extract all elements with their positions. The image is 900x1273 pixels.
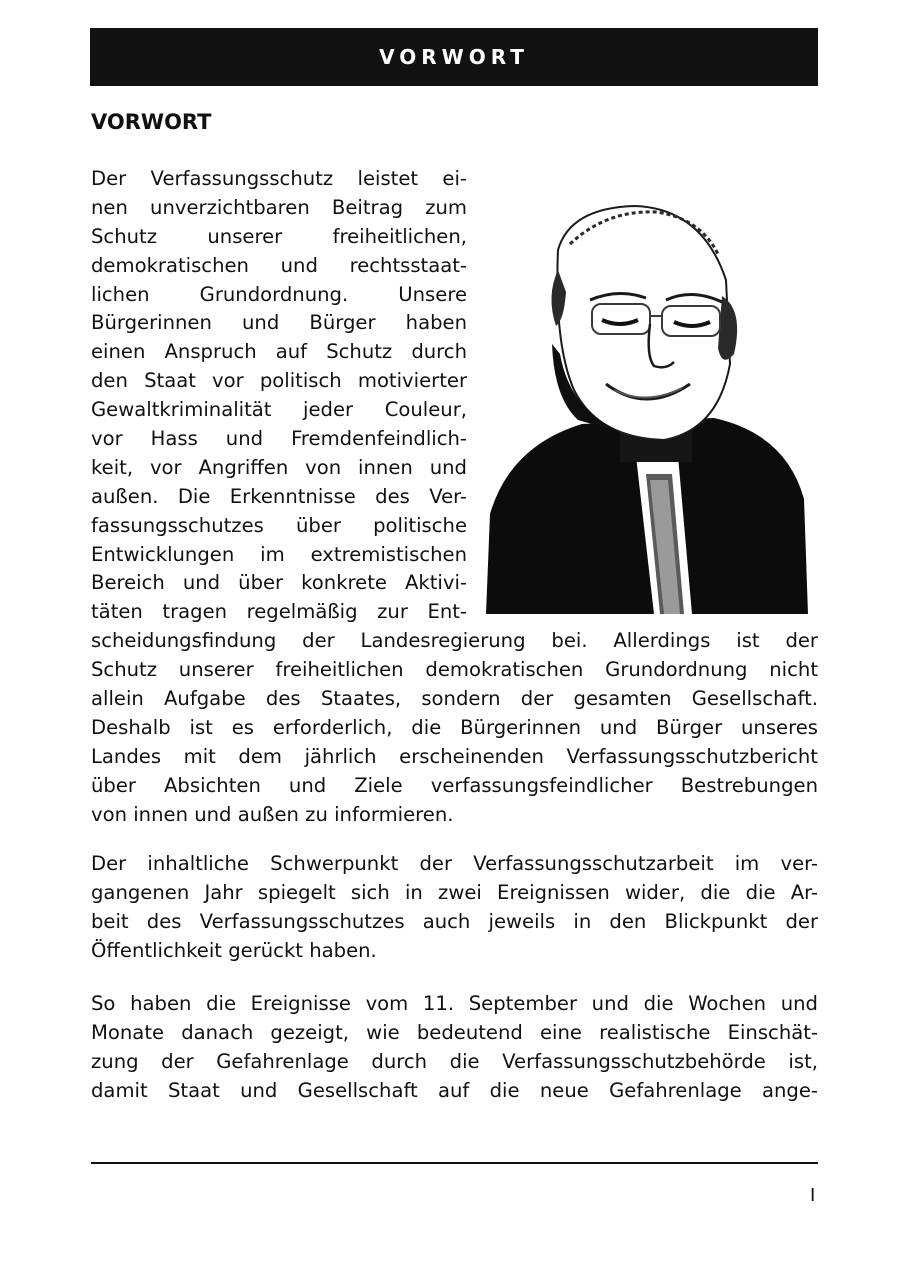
text-line: einen Anspruch auf Schutz durch <box>91 340 467 364</box>
text-line: täten tragen regelmäßig zur Ent- <box>91 600 467 624</box>
section-heading: VORWORT <box>91 110 212 134</box>
text-line: lichen Grundordnung. Unsere <box>91 282 467 306</box>
text-line: damit Staat und Gesellschaft auf die neue Gefahrenlage ange- <box>91 1078 818 1102</box>
text-line: scheidungsfindung der Landesregierung bei. Allerdings ist der <box>91 629 818 653</box>
text-line: Gewaltkriminalität jeder Couleur, <box>91 398 467 422</box>
text-line: fassungsschutzes über politische <box>91 513 467 537</box>
text-line: So haben die Ereignisse vom 11. September und die Wochen und <box>91 992 818 1015</box>
text-line: von innen und außen zu informieren. <box>91 802 454 826</box>
text-line: Monate danach gezeigt, wie bedeutend eine realistische Einschät- <box>91 1020 818 1044</box>
text-line: gangenen Jahr spiegelt sich in zwei Ereignissen wider, die die Ar- <box>91 880 818 904</box>
paragraph-3 <box>91 990 818 1106</box>
text-line: Entwicklungen im extremistischen <box>91 542 467 566</box>
text-line: über Absichten und Ziele verfassungsfeindlicher Bestrebungen <box>91 773 818 797</box>
text-line: zung der Gefahrenlage durch die Verfassungsschutzbehörde ist, <box>91 1049 818 1073</box>
paragraph-1 <box>91 165 818 829</box>
text-line: Der inhaltliche Schwerpunkt der Verfassungsschutzarbeit im ver- <box>91 852 818 875</box>
text-line: demokratischen und rechtsstaat- <box>91 253 467 277</box>
text-line: keit, vor Angriffen von innen und <box>91 455 467 479</box>
text-line: Schutz unserer freiheitlichen, <box>91 224 467 248</box>
text-line: Öffentlichkeit gerückt haben. <box>91 938 377 962</box>
header-banner <box>90 28 818 86</box>
text-line: Bürgerinnen und Bürger haben <box>91 311 467 335</box>
text-line: beit des Verfassungsschutzes auch jeweils in den Blickpunkt der <box>91 909 818 933</box>
text-line: allein Aufgabe des Staates, sondern der gesamten Gesellschaft. <box>91 687 818 711</box>
text-line: Bereich und über konkrete Aktivi- <box>91 571 467 595</box>
text-line: Deshalb ist es erforderlich, die Bürgerinnen und Bürger unseres <box>91 715 818 739</box>
text-line: außen. Die Erkenntnisse des Ver- <box>91 484 467 508</box>
page-number: I <box>810 1185 816 1206</box>
text-line: nen unverzichtbaren Beitrag zum <box>91 195 467 219</box>
banner-title: VORWORT <box>379 45 529 69</box>
footer-rule <box>91 1162 818 1164</box>
text-line: Schutz unserer freiheitlichen demokratischen Grundordnung nicht <box>91 658 818 682</box>
text-line: den Staat vor politisch motivierter <box>91 369 467 393</box>
text-line: vor Hass und Fremdenfeindlich- <box>91 427 467 451</box>
paragraph-2 <box>91 850 818 966</box>
text-line: Landes mit dem jährlich erscheinenden Verfassungsschutzbericht <box>91 744 818 768</box>
text-line: Der Verfassungsschutz leistet ei- <box>91 167 467 190</box>
